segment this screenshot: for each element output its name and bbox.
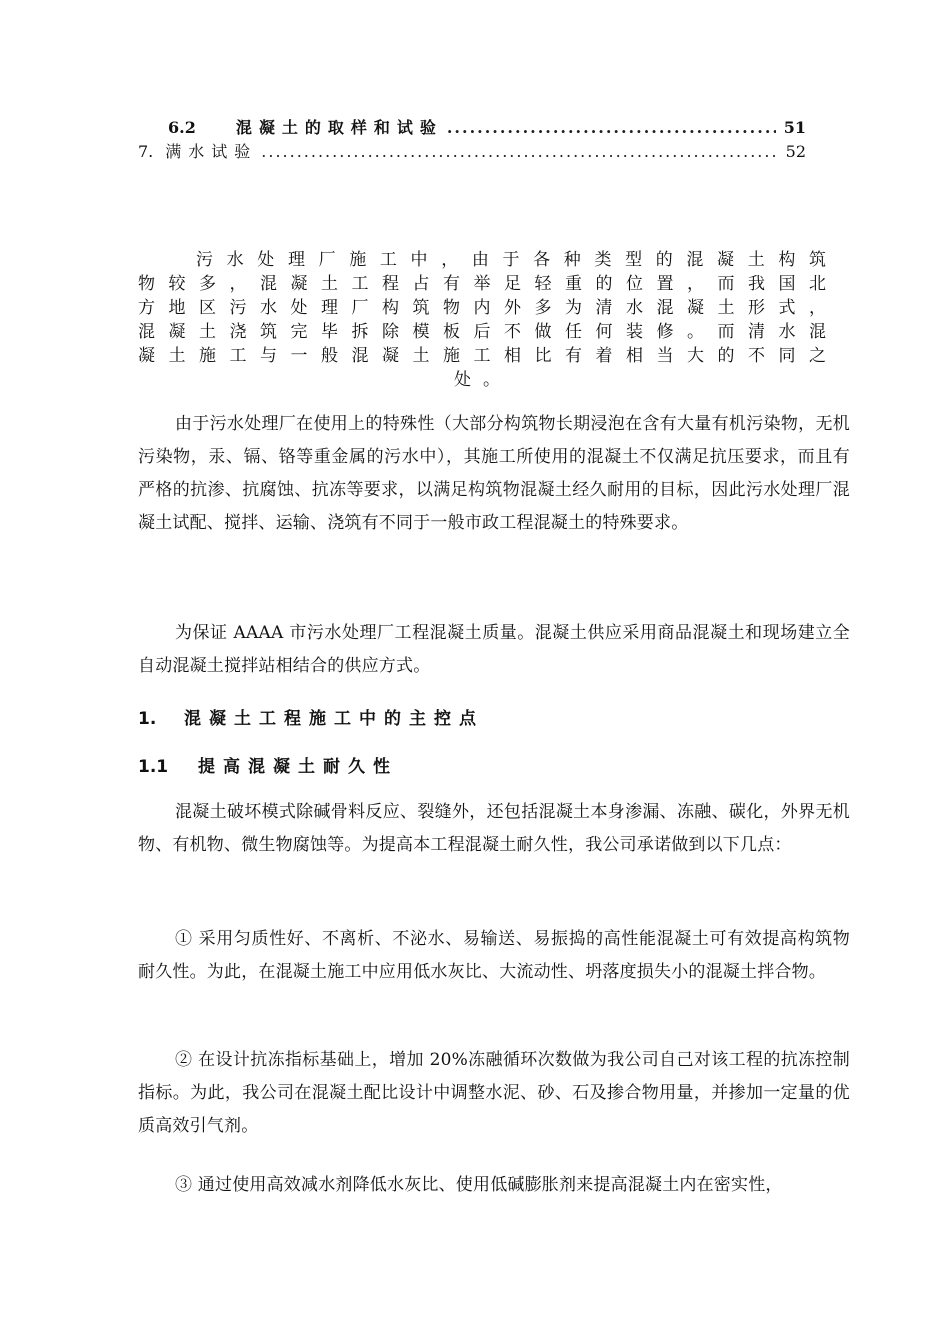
toc-page-number: 51 — [783, 118, 806, 137]
paragraph-special-requirements: 由于污水处理厂在使用上的特殊性（大部分构筑物长期浸泡在含有大量有机污染物，无机污染物，汞、镉、铬等重金属的污水中），其施工所使用的混凝土不仅满足抗压要求，而且有严格的抗渗、抗腐蚀、抗冻等要求，以满足构筑物混凝土经久耐用的目标，因此污水处理厂混凝土试配、搅拌、运输、浇筑有不同于一般市政工程混凝土的特殊要求。 — [138, 414, 850, 533]
paragraph-supply-method: 为保证 AAAA 市污水处理厂工程混凝土质量。混凝土供应采用商品混凝土和现场建立全自动混凝土搅拌站相结合的供应方式。 — [138, 623, 850, 676]
paragraph-item-3: ③ 通过使用高效减水剂降低水灰比、使用低碱膨胀剂来提高混凝土内在密实性， — [175, 1175, 783, 1195]
toc-number: 7. — [138, 142, 154, 161]
intro-line: 物较多，混凝土工程占有举足轻重的位置，而我国北 — [138, 274, 828, 294]
heading-title: 提高混凝土耐久性 — [198, 757, 398, 777]
paragraph-durability: 混凝土破坏模式除碱骨料反应、裂缝外，还包括混凝土本身渗漏、冻融、碳化，外界无机物、有机物、微生物腐蚀等。为提高本工程混凝土耐久性，我公司承诺做到以下几点： — [138, 802, 850, 855]
paragraph-item-1: ① 采用匀质性好、不离析、不泌水、易输送、易振捣的高性能混凝土可有效提高构筑物耐久性。为此，在混凝土施工中应用低水灰比、大流动性、坍落度损失小的混凝土拌合物。 — [138, 929, 850, 982]
toc-leader-dots — [447, 118, 776, 138]
toc-title: 满水试验 — [165, 142, 258, 161]
intro-line: 方地区污水处理厂构筑物内外多为清水混凝土形式， — [138, 298, 828, 318]
toc-title: 混凝土的取样和试验 — [235, 118, 443, 137]
heading-number: 1. — [138, 709, 157, 729]
heading-title: 混凝土工程施工中的主控点 — [184, 709, 484, 729]
paragraph-item-2: ② 在设计抗冻指标基础上，增加 20%冻融循环次数做为我公司自己对该工程的抗冻控制指标。为此，我公司在混凝土配比设计中调整水泥、砂、石及掺合物用量，并掺加一定量的优质高效引气剂。 — [138, 1050, 850, 1136]
intro-line: 凝土施工与一般混凝土施工相比有着相当大的不同之 — [138, 346, 828, 366]
toc-number: 6.2 — [168, 118, 196, 137]
section-heading-1 — [138, 704, 484, 729]
section-heading-1-1 — [138, 752, 398, 777]
intro-line: 处。 — [454, 370, 512, 390]
toc-page-number: 52 — [785, 142, 806, 161]
toc-entry-7[interactable] — [138, 142, 806, 162]
toc-entry-6-2[interactable] — [138, 118, 806, 138]
intro-line: 污水处理厂施工中，由于各种类型的混凝土构筑 — [196, 250, 828, 270]
toc-leader-dots — [261, 142, 777, 162]
intro-line: 混凝土浇筑完毕拆除模板后不做任何装修。而清水混 — [138, 322, 828, 342]
heading-number: 1.1 — [138, 757, 169, 777]
